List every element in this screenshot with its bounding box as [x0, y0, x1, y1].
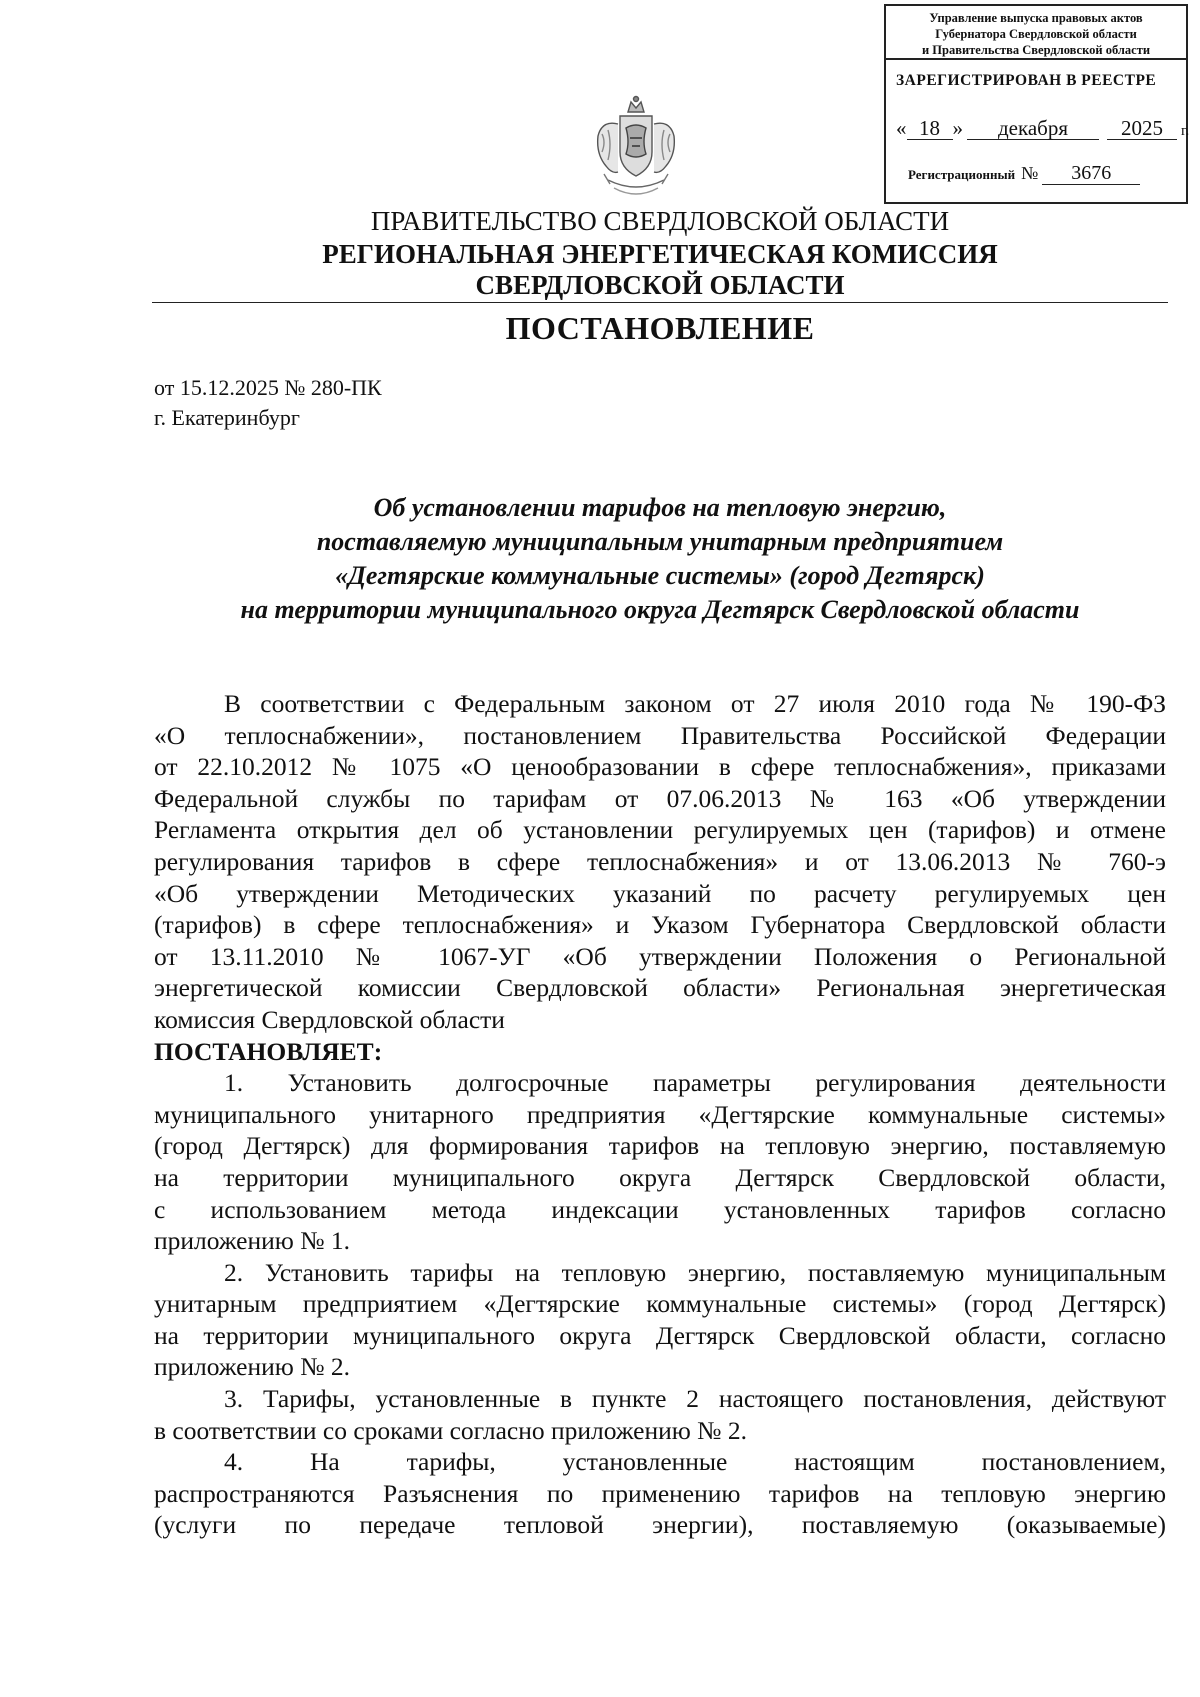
document-meta — [154, 373, 382, 433]
body-line: распространяются Разъяснения по применению тарифов на тепловую энергию — [154, 1478, 1166, 1508]
body-line: 2. Установить тарифы на тепловую энергию, поставляемую муниципальным — [224, 1257, 1166, 1287]
stamp-year-suffix: г. — [1181, 123, 1190, 139]
body-line: Регламента открытия дел об установлении регулируемых цен (тарифов) и отмене — [154, 815, 1166, 845]
registration-stamp — [884, 4, 1188, 204]
body-line: от 13.11.2010 № 1067-УГ «Об утверждении Положения о Региональной — [154, 941, 1166, 971]
coat-of-arms-icon — [588, 94, 684, 204]
body-line: в соответствии со сроками согласно приложению № 2. — [154, 1415, 748, 1445]
body-line: В соответствии с Федеральным законом от 27 июля 2010 года № 190-ФЗ — [224, 689, 1166, 718]
document-city: г. Екатеринбург — [154, 405, 300, 430]
stamp-number-value: 3676 — [1042, 162, 1140, 185]
body-line: унитарным предприятием «Дегтярские коммунальные системы» (город Дегтярск) — [154, 1289, 1166, 1319]
document-type: ПОСТАНОВЛЕНИЕ — [505, 310, 815, 346]
stamp-day: 18 — [907, 117, 953, 140]
stamp-org-line: и Правительства Свердловской области — [921, 43, 1151, 57]
body-line: приложению № 1. — [154, 1226, 351, 1256]
stamp-registered-label: ЗАРЕГИСТРИРОВАН В РЕЕСТРЕ — [896, 72, 1157, 89]
body-line: регулирования тарифов в сфере теплоснабжения» и от 13.06.2013 № 760-э — [154, 846, 1166, 876]
body-line: Федеральной службы по тарифам от 07.06.2013 № 163 «Об утверждении — [154, 783, 1166, 813]
document-body — [154, 688, 1166, 1541]
body-line: (тарифов) в сфере теплоснабжения» и Указом Губернатора Свердловской области — [154, 910, 1166, 940]
document-date-number: от 15.12.2025 № 280-ПК — [154, 375, 382, 400]
stamp-reg-number — [908, 162, 1140, 185]
body-line: с использованием метода индексации установленных тарифов согласно — [154, 1194, 1166, 1224]
body-line: от 22.10.2012 № 1075 «О ценообразовании в сфере теплоснабжения», приказами — [154, 752, 1166, 782]
body-line: 1. Установить долгосрочные параметры регулирования деятельности — [224, 1068, 1166, 1098]
commission-name-line1: РЕГИОНАЛЬНАЯ ЭНЕРГЕТИЧЕСКАЯ КОМИССИЯ — [322, 239, 998, 269]
body-line: на территории муниципального округа Дегтярск Свердловской области, согласно — [154, 1320, 1166, 1350]
commission-name-line2: СВЕРДЛОВСКОЙ ОБЛАСТИ — [475, 270, 845, 300]
body-line: на территории муниципального округа Дегтярск Свердловской области, — [154, 1162, 1166, 1192]
body-line: комиссия Свердловской области — [154, 1004, 505, 1034]
stamp-year: 2025 — [1107, 117, 1177, 140]
title-line: «Дегтярские коммунальные системы» (город Дегтярск) — [335, 561, 985, 590]
stamp-org-line: Управление выпуска правовых актов — [929, 11, 1143, 25]
stamp-month: декабря — [967, 117, 1099, 140]
body-line: (город Дегтярск) для формирования тарифов на тепловую энергию, поставляемую — [154, 1131, 1166, 1161]
body-line: «Об утверждении Методических указаний по расчету регулируемых цен — [154, 878, 1166, 908]
stamp-date: « 18 » декабря 2025 г. — [896, 116, 1190, 140]
document-title — [150, 491, 1170, 627]
body-line: «О теплоснабжении», постановлением Правительства Российской Федерации — [154, 720, 1166, 750]
stamp-reg-label: Регистрационный — [908, 167, 1016, 182]
government-name: ПРАВИТЕЛЬСТВО СВЕРДЛОВСКОЙ ОБЛАСТИ — [370, 206, 950, 236]
title-line: на территории муниципального округа Дегтярск Свердловской области — [240, 595, 1080, 624]
header-divider — [152, 302, 1168, 303]
body-line: приложению № 2. — [154, 1352, 351, 1382]
stamp-number-symbol: № — [1021, 163, 1039, 183]
body-line: муниципального унитарного предприятия «Дегтярские коммунальные системы» — [154, 1099, 1166, 1129]
body-line: 3. Тарифы, установленные в пункте 2 настоящего постановления, действуют — [224, 1384, 1166, 1414]
title-line: Об установлении тарифов на тепловую энергию, — [373, 493, 947, 522]
stamp-organization — [886, 6, 1186, 60]
resolves-heading: ПОСТАНОВЛЯЕТ: — [154, 1036, 383, 1066]
body-line: (услуги по передаче тепловой энергии), поставляемую (оказываемые) — [154, 1510, 1166, 1540]
body-line: 4. На тарифы, установленные настоящим постановлением, — [224, 1447, 1166, 1477]
body-line: энергетической комиссии Свердловской области» Региональная энергетическая — [154, 973, 1166, 1003]
stamp-org-line: Губернатора Свердловской области — [935, 27, 1137, 41]
title-line: поставляемую муниципальным унитарным предприятием — [316, 527, 1004, 556]
